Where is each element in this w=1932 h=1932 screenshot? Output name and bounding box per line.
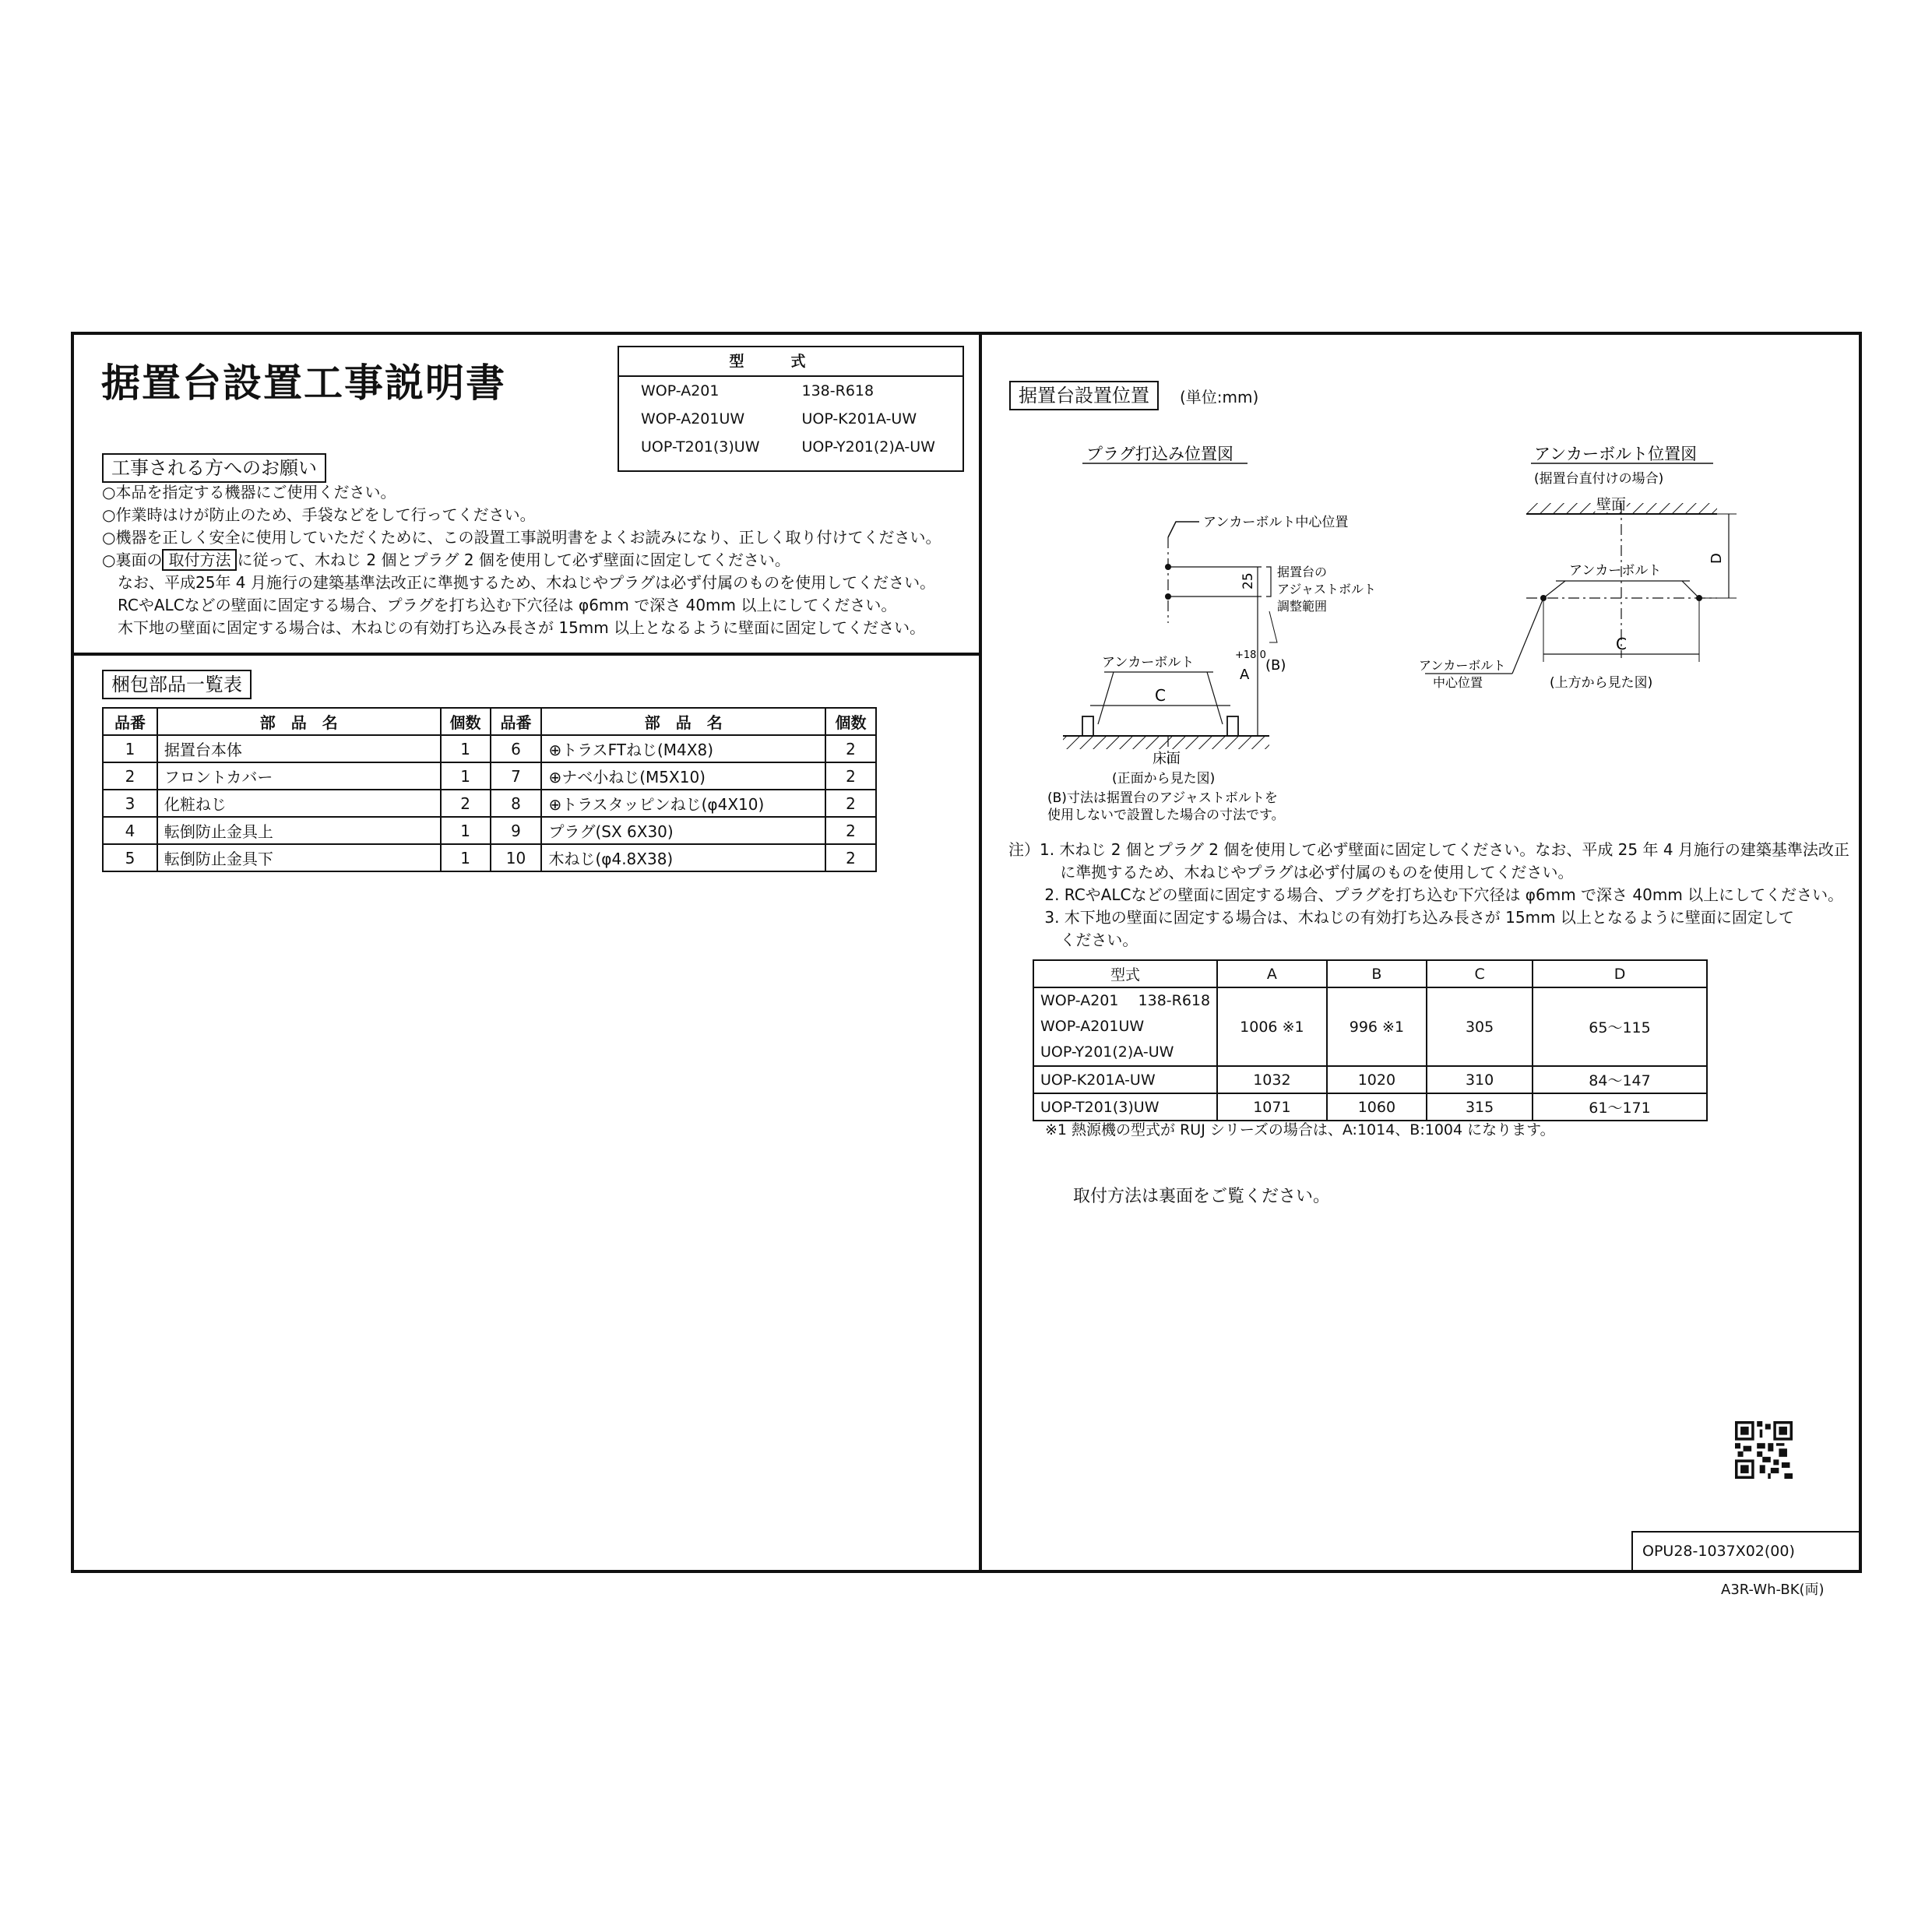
part-qty: 2 (825, 735, 876, 762)
part-number: 5 (103, 844, 157, 871)
floor-hatch (1063, 737, 1269, 749)
part-name: 転倒防止金具下 (157, 844, 441, 871)
request-note-suffix: に従って、木ねじ 2 個とプラグ 2 個を使用して必ず壁面に固定してください。 (237, 551, 790, 569)
part-name: トラスタッピンねじ(φ4X10) (561, 795, 765, 814)
col-header: C (1427, 960, 1533, 987)
model-name: UOP-Y201(2)A-UW (801, 438, 935, 456)
part-number: 3 (103, 790, 157, 817)
part-qty: 2 (825, 817, 876, 844)
col-header: 品番 (491, 708, 542, 735)
parts-table (102, 707, 877, 872)
note-line: 2. RCやALCなどの壁面に固定する場合、プラグを打ち込む下穴径は φ6mm で深さ 40mm 以上にしてください。 (1008, 885, 1844, 904)
dim-b-value: 1020 (1327, 1066, 1427, 1093)
parts-section-label: 梱包部品一覧表 (102, 670, 252, 699)
col-header: 部 品 名 (541, 708, 825, 735)
dim-d-value: 84〜147 (1533, 1066, 1707, 1093)
table-row (103, 817, 876, 844)
dim-b-label: (B) (1265, 657, 1286, 674)
col-header: 個数 (825, 708, 876, 735)
part-name: 据置台本体 (157, 735, 441, 762)
model-name: UOP-T201(3)UW (1033, 1093, 1217, 1121)
adjust-label-1: 据置台の (1277, 565, 1328, 579)
part-qty: 2 (825, 790, 876, 817)
leader-line (1168, 522, 1199, 537)
table-row (103, 790, 876, 817)
part-qty: 1 (441, 735, 491, 762)
dimension-footnote: ※1 熱源機の型式が RUJ シリーズの場合は、A:1014、B:1004 になります。 (1045, 1121, 1555, 1138)
note-line: 3. 木下地の壁面に固定する場合は、木ねじの有効打ち込み長さが 15mm 以上となるように壁面に固定して (1008, 908, 1794, 927)
model-name: UOP-K201A-UW (1033, 1066, 1217, 1093)
bracket (1266, 567, 1271, 596)
right-notes (1008, 839, 1849, 952)
model-name: WOP-A201 (641, 382, 720, 399)
wall-label: 壁面 (1596, 496, 1627, 513)
foot (1227, 716, 1238, 736)
phillips-head-icon: ⊕ (548, 795, 562, 814)
request-note-line: ○作業時はけが防止のため、手袋などをして行ってください。 (102, 505, 536, 524)
note-line: 注）1. 木ねじ 2 個とプラグ 2 個を使用して必ず壁面に固定してください。なお、平成 25 年 4 月施行の建築基準法改正 (1008, 840, 1849, 859)
vertical-divider (979, 332, 982, 1573)
col-header: 型式 (1033, 960, 1217, 987)
leader-line (1269, 611, 1277, 642)
anchor-diagram-subtitle: (据置台直付けの場合) (1534, 471, 1664, 487)
table-row (103, 762, 876, 790)
dim-d-value: 61〜171 (1533, 1093, 1707, 1121)
model-name: UOP-T201(3)UW (641, 438, 760, 456)
dim-a-label: A (1240, 667, 1250, 683)
part-number: 8 (491, 790, 542, 817)
part-name-cell (541, 762, 825, 790)
b-dim-note-2: 使用しないで設置した場合の寸法です。 (1047, 808, 1285, 823)
col-header: 部 品 名 (157, 708, 441, 735)
col-header: D (1533, 960, 1707, 987)
dim-d-value: 65〜115 (1533, 987, 1707, 1066)
phillips-head-icon: ⊕ (548, 741, 562, 759)
part-name-cell (541, 735, 825, 762)
part-number: 9 (491, 817, 542, 844)
request-notes (102, 481, 941, 639)
part-number: 6 (491, 735, 542, 762)
table-row (103, 844, 876, 871)
models-box-header: 型式 (619, 347, 962, 377)
dim-a-tolerance: +18 0 (1235, 649, 1266, 661)
part-number: 7 (491, 762, 542, 790)
table-row (1033, 1066, 1707, 1093)
model-name: UOP-Y201(2)A-UW (1040, 1043, 1174, 1061)
leader-line (1512, 598, 1543, 674)
part-number: 1 (103, 735, 157, 762)
model-group-cell (1033, 987, 1217, 1066)
front-view-label: (正面から見た図) (1112, 771, 1216, 787)
request-note-line: RCやALCなどの壁面に固定する場合、プラグを打ち込む下穴径は φ6mm で深さ 40mm 以上にしてください。 (102, 596, 897, 614)
see-back-note: 取付方法は裏面をご覧ください。 (1073, 1187, 1331, 1206)
request-note-line (102, 549, 941, 572)
print-code: A3R-Wh-BK(両) (1721, 1582, 1825, 1598)
request-note-line: ○本品を指定する機器にご使用ください。 (102, 483, 396, 501)
part-qty: 2 (825, 762, 876, 790)
model-name: UOP-K201A-UW (801, 410, 917, 428)
dim-c-label: C (1155, 686, 1166, 705)
anchor-bolt-label-right: アンカーボルト (1569, 563, 1662, 579)
table-row (1033, 987, 1707, 1066)
phillips-head-icon: ⊕ (548, 768, 562, 787)
installation-diagrams (1036, 436, 1737, 825)
part-number: 2 (103, 762, 157, 790)
col-header: 個数 (441, 708, 491, 735)
request-note-line: 木下地の壁面に固定する場合は、木ねじの有効打ち込み長さが 15mm 以上となるように壁面に固定してください。 (102, 618, 926, 637)
models-row (619, 405, 962, 433)
anchor-bolt-label: アンカーボルト (1102, 655, 1195, 670)
dim-c-value: 305 (1427, 987, 1533, 1066)
anchor-center-label-right-1: アンカーボルト (1419, 658, 1506, 673)
part-name: ナベ小ねじ(M5X10) (561, 768, 706, 787)
foot (1082, 716, 1093, 736)
model-name: WOP-A201UW (641, 410, 745, 428)
part-name: 化粧ねじ (157, 790, 441, 817)
part-number: 10 (491, 844, 542, 871)
request-note-line: ○機器を正しく安全に使用していただくために、この設置工事説明書をよくお読みになり、正しく取り付けてください。 (102, 528, 941, 547)
plug-diagram-title: プラグ打込み位置図 (1086, 445, 1233, 463)
leader-line (1098, 672, 1114, 724)
part-qty: 2 (441, 790, 491, 817)
dim-25-label: 25 (1240, 572, 1256, 589)
col-header: B (1327, 960, 1427, 987)
leader-line (1207, 672, 1223, 724)
model-name: WOP-A201UW (1040, 1018, 1145, 1035)
request-note-prefix: ○裏面の (102, 551, 163, 569)
models-box (618, 346, 964, 472)
dim-b-value: 996 ※1 (1327, 987, 1427, 1066)
anchor-center-label: アンカーボルト中心位置 (1203, 515, 1349, 530)
part-qty: 2 (825, 844, 876, 871)
part-qty: 1 (441, 762, 491, 790)
part-name: フロントカバー (157, 762, 441, 790)
dim-a-value: 1032 (1217, 1066, 1327, 1093)
part-name: プラグ(SX 6X30) (541, 817, 825, 844)
note-line: ください。 (1008, 931, 1138, 949)
leader-line (1682, 581, 1699, 598)
install-method-ref: 取付方法 (162, 549, 237, 571)
request-section-label: 工事される方へのお願い (102, 453, 326, 483)
position-section-label: 据置台設置位置 (1009, 381, 1159, 410)
anchor-center-label-right-2: 中心位置 (1433, 675, 1483, 690)
adjust-label-3: 調整範囲 (1277, 599, 1328, 614)
part-name: 転倒防止金具上 (157, 817, 441, 844)
dim-a-value: 1006 ※1 (1217, 987, 1327, 1066)
note-line: に準拠するため、木ねじやプラグは必ず付属のものを使用してください。 (1008, 863, 1574, 882)
parts-header-row (103, 708, 876, 735)
unit-label: (単位:mm) (1180, 388, 1259, 406)
dim-c-value: 310 (1427, 1066, 1533, 1093)
dim-c-label-right: C (1616, 635, 1627, 653)
document-title: 据置台設置工事説明書 (101, 361, 506, 406)
b-dim-note-1: (B)寸法は据置台のアジャストボルトを (1047, 790, 1278, 806)
part-qty: 1 (441, 817, 491, 844)
anchor-diagram-title: アンカーボルト位置図 (1534, 445, 1698, 463)
model-name: 138-R618 (801, 382, 875, 399)
dimension-table (1033, 959, 1708, 1121)
models-row (619, 433, 962, 461)
part-name: トラスFTねじ(M4X8) (561, 741, 714, 759)
part-qty: 1 (441, 844, 491, 871)
models-row (619, 377, 962, 405)
part-number: 4 (103, 817, 157, 844)
dim-c-value: 315 (1427, 1093, 1533, 1121)
table-row (103, 735, 876, 762)
col-header: A (1217, 960, 1327, 987)
leader-line (1543, 581, 1565, 598)
adjust-label-2: アジャストボルト (1277, 582, 1377, 596)
document-number: OPU28-1037X02(00) (1631, 1531, 1861, 1571)
model-name: WOP-A201 138-R618 (1040, 992, 1211, 1009)
dims-header-row (1033, 960, 1707, 987)
left-horizontal-divider (71, 653, 980, 656)
dim-a-value: 1071 (1217, 1093, 1327, 1121)
qr-code-icon (1735, 1421, 1793, 1479)
dim-b-value: 1060 (1327, 1093, 1427, 1121)
col-header: 品番 (103, 708, 157, 735)
part-name: 木ねじ(φ4.8X38) (541, 844, 825, 871)
part-name-cell (541, 790, 825, 817)
request-note-line: なお、平成25年 4 月施行の建築基準法改正に準拠するため、木ねじやプラグは必ず付属のものを使用してください。 (102, 573, 936, 592)
table-row (1033, 1093, 1707, 1121)
floor-label: 床面 (1153, 751, 1181, 767)
top-view-label: (上方から見た図) (1550, 675, 1653, 691)
dim-d-label: D (1709, 553, 1725, 564)
